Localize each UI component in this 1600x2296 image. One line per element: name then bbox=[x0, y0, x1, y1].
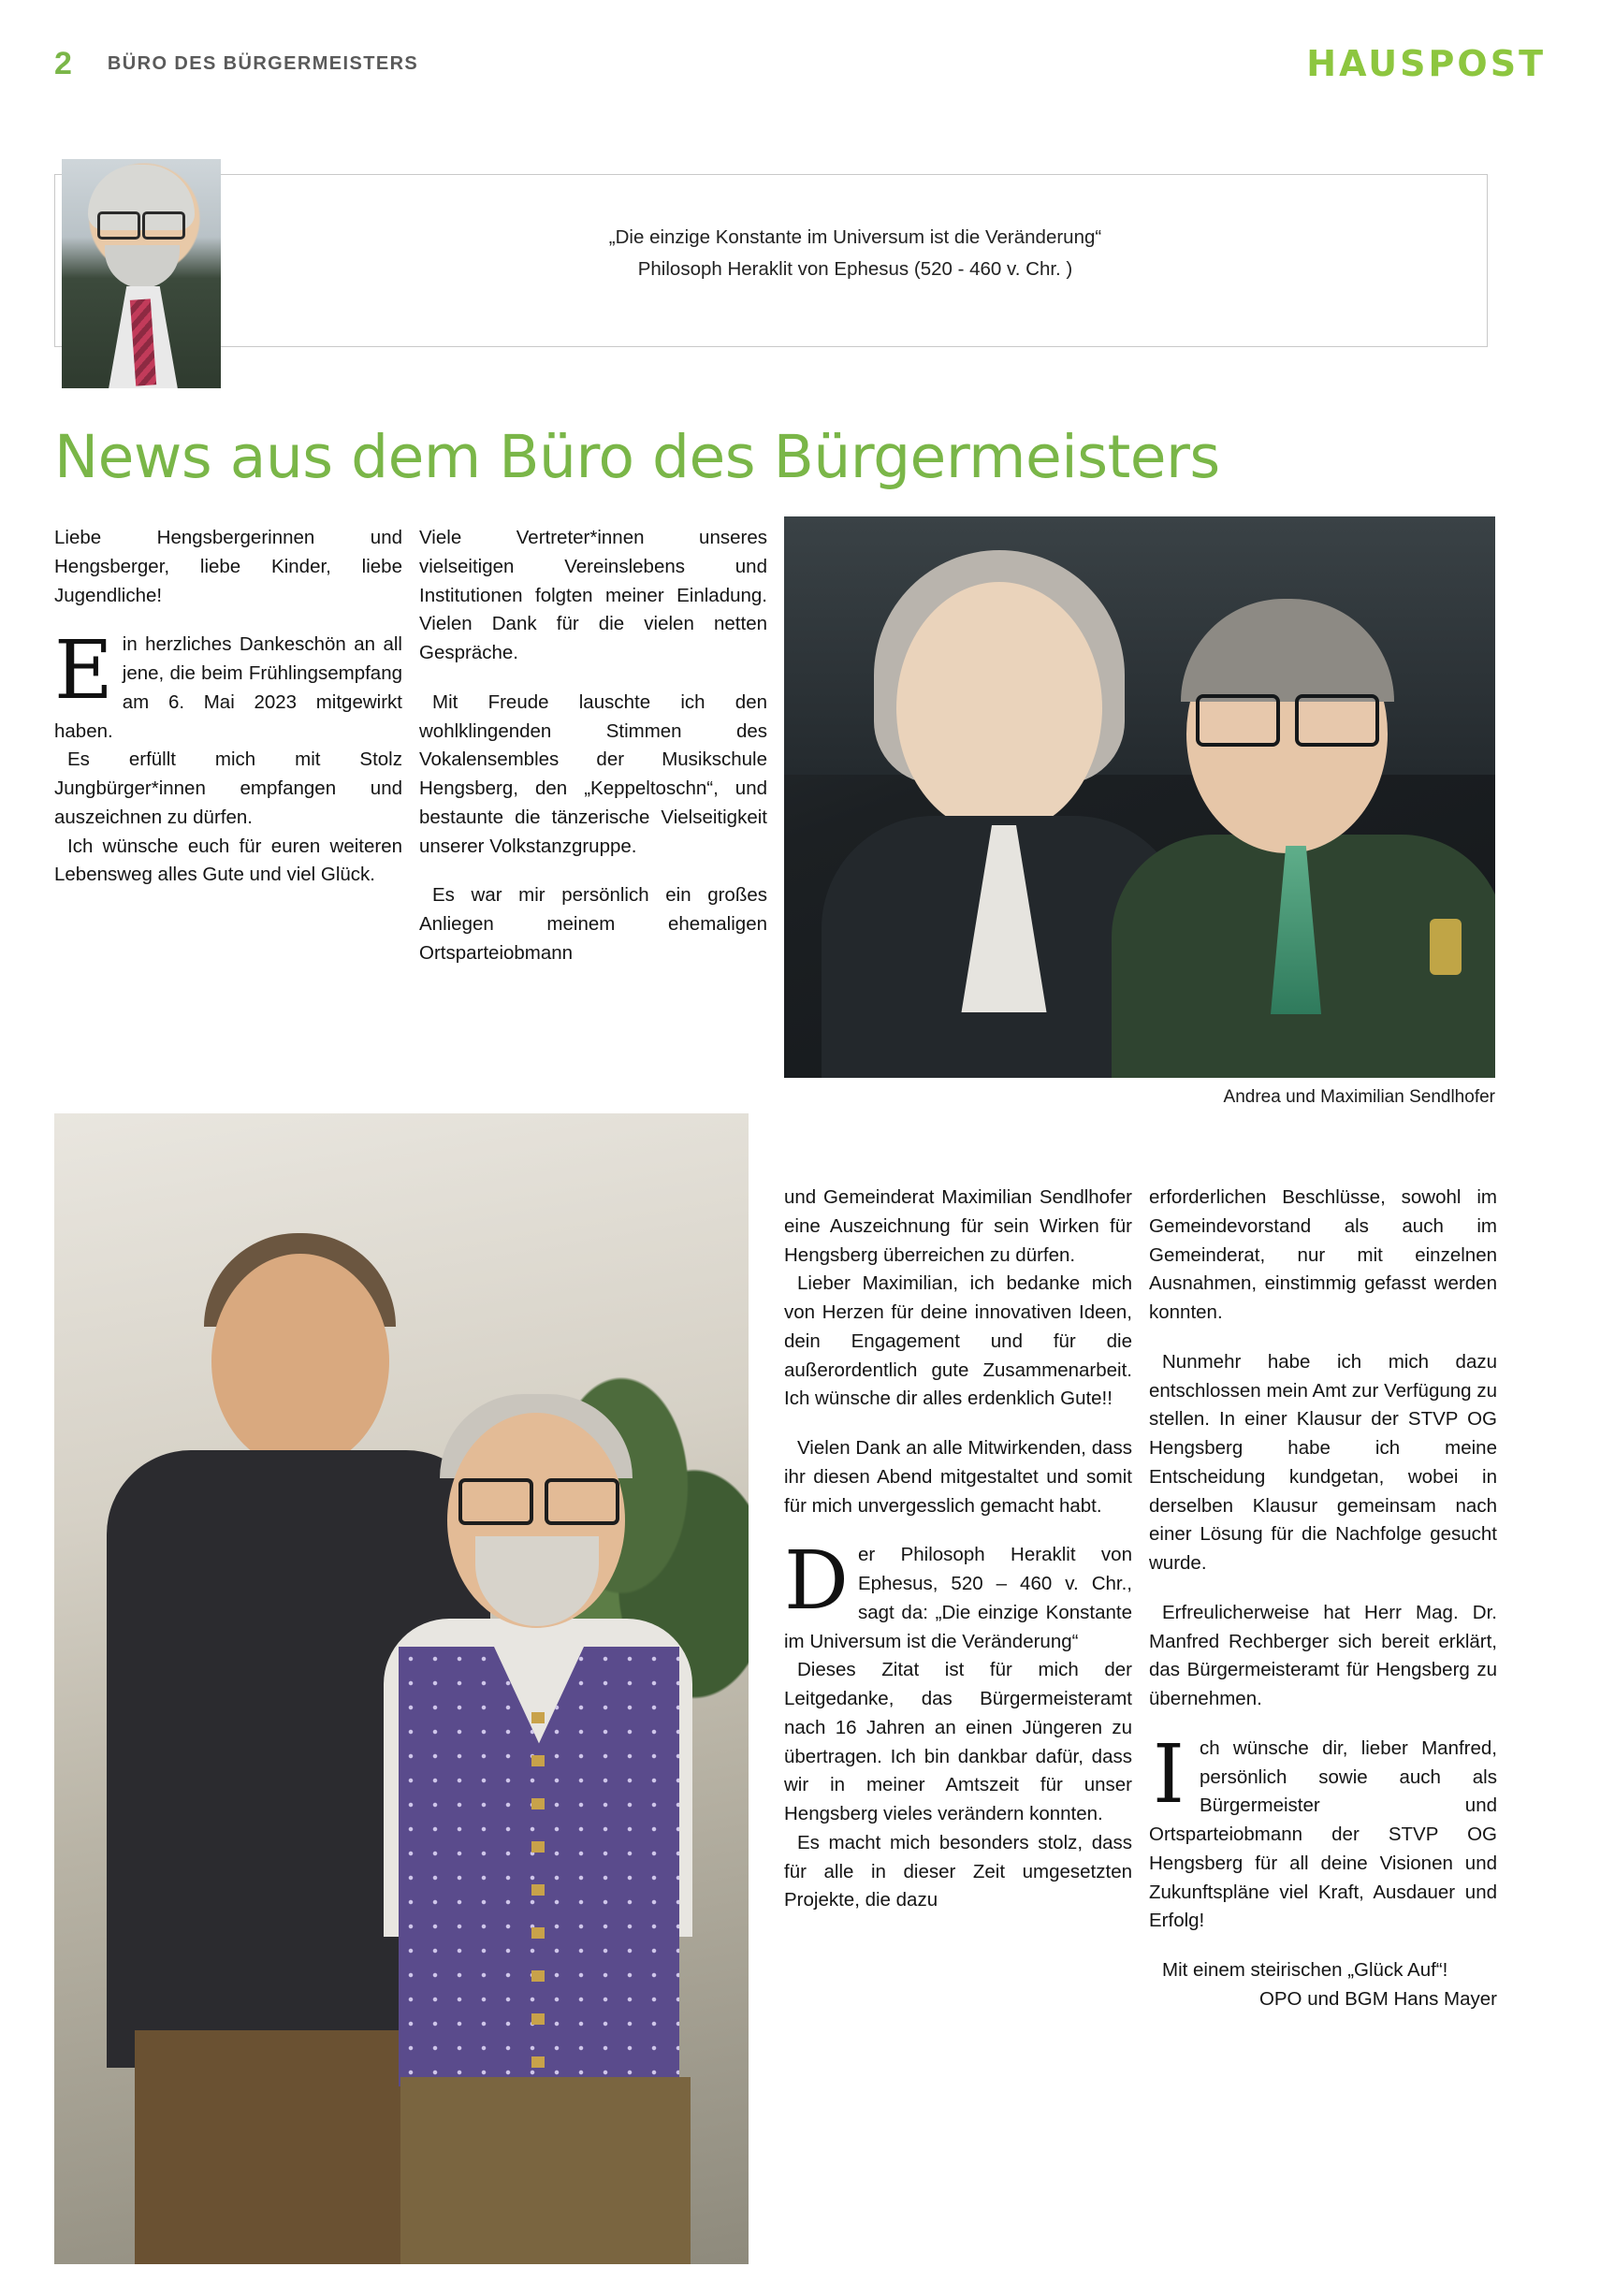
page-title: News aus dem Büro des Bürgermeisters bbox=[54, 423, 1220, 492]
paragraph: Viele Vertreter*innen unseres vielseitigen Vereinslebens und Institutionen folgten meiner Einladung. Vielen Dank für die vielen netten Gespräche. bbox=[419, 527, 767, 663]
dropcap-i: I bbox=[1153, 1727, 1185, 1822]
glasses-icon bbox=[458, 1478, 619, 1519]
award-badge bbox=[1430, 919, 1462, 975]
paragraph: Dieses Zitat ist für mich der Leitgedanke, das Bürgermeisteramt nach 16 Jahren an einen Jüngeren zu übertragen. Ich bin dankbar dafür, dass wir in meiner Amtszeit für unser Hengsberg vieles verändern konnten. bbox=[784, 1659, 1132, 1824]
paragraph-with-dropcap bbox=[54, 624, 402, 746]
page-number: 2 bbox=[54, 46, 72, 81]
glasses-icon bbox=[1196, 694, 1379, 741]
photo-two-men bbox=[54, 1113, 749, 2264]
masthead-logo bbox=[1306, 43, 1546, 84]
woman-face bbox=[896, 582, 1102, 835]
paragraph: erforderlichen Beschlüsse, sowohl im Gemeindevorstand als auch im Gemeinderat, nur mit einzelnen Ausnahmen, einstimmig gefasst werden konnten. bbox=[1149, 1186, 1497, 1323]
masthead-part2: POST bbox=[1428, 43, 1546, 84]
glasses-icon bbox=[95, 211, 187, 236]
paragraph-with-dropcap bbox=[1149, 1727, 1497, 1936]
paragraph-text: in herzliches Dankeschön an all jene, die beim Frühlingsempfang am 6. Mai 2023 mitgewirkt haben. bbox=[54, 633, 402, 742]
paragraph: Liebe Hengsbergerinnen und Hengsberger, liebe Kinder, liebe Jugendliche! bbox=[54, 527, 402, 606]
section-title: BÜRO DES BÜRGERMEISTERS bbox=[107, 52, 419, 74]
man2-lederhosen bbox=[400, 2077, 691, 2264]
signature: OPO und BGM Hans Mayer bbox=[1258, 1987, 1497, 2010]
paragraph: Nunmehr habe ich mich dazu entschlossen mein Amt zur Verfügung zu stellen. In einer Klausur der STVP OG Hengsberg habe ich meine Entscheidung kundgetan, wobei in derselben Klausur gemeinsam nach einer Lösung für die Nachfolge gesucht wurde. bbox=[1149, 1350, 1497, 1574]
article-column-4 bbox=[1149, 1184, 1497, 2014]
paragraph-with-dropcap bbox=[784, 1534, 1132, 1656]
quote-line-2: Philosoph Heraklit von Ephesus (520 - 460 v. Chr. ) bbox=[637, 257, 1073, 280]
paragraph-text: er Philosoph Heraklit von Ephesus, 520 – 460 v. Chr., sagt da: „Die einzige Konstante im Universum ist die Veränderung“ bbox=[784, 1544, 1132, 1652]
article-column-3 bbox=[784, 1184, 1132, 1915]
quote-box bbox=[54, 174, 1488, 347]
quote-text bbox=[364, 222, 1346, 285]
photo-caption: Andrea und Maximilian Sendlhofer bbox=[1223, 1087, 1495, 1107]
photo-couple bbox=[784, 516, 1495, 1078]
man1-face bbox=[211, 1254, 389, 1469]
dropcap-d: D bbox=[784, 1534, 849, 1629]
paragraph: Es erfüllt mich mit Stolz Jungbürger*innen empfangen und auszeichnen zu dürfen. bbox=[54, 748, 402, 828]
article-column-2 bbox=[419, 524, 767, 968]
paragraph: und Gemeinderat Maximilian Sendlhofer eine Auszeichnung für sein Wirken für Hengsberg überreichen zu dürfen. bbox=[784, 1186, 1132, 1266]
paragraph: Es macht mich besonders stolz, dass für alle in dieser Zeit umgesetzten Projekte, die dazu bbox=[784, 1831, 1132, 1911]
quote-line-1: „Die einzige Konstante im Universum ist die Veränderung“ bbox=[608, 226, 1102, 248]
paragraph: Erfreulicherweise hat Herr Mag. Dr. Manfred Rechberger sich bereit erklärt, das Bürgermeisteramt für Hengsberg zu übernehmen. bbox=[1149, 1601, 1497, 1709]
paragraph: Vielen Dank an alle Mitwirkenden, dass ihr diesen Abend mitgestaltet und somit für mich unvergesslich gemacht habt. bbox=[784, 1437, 1132, 1517]
paragraph-text: ch wünsche dir, lieber Manfred, persönlich sowie auch als Bürgermeister und Ortsparteiobmann der STVP OG Hengsberg für all deine Visionen und Zukunftspläne viel Kraft, Ausdauer und Erfolg! bbox=[1149, 1737, 1497, 1932]
mayor-portrait-photo bbox=[62, 159, 221, 388]
dropcap-e: E bbox=[54, 624, 113, 719]
man2-buttons bbox=[531, 1712, 545, 2086]
paragraph: Lieber Maximilian, ich bedanke mich von Herzen für deine innovativen Ideen, dein Engagement und für die außerordentlich gute Zusammenarbeit. Ich wünsche dir alles erdenklich Gute!! bbox=[784, 1272, 1132, 1410]
paragraph: Ich wünsche euch für euren weiteren Lebensweg alles Gute und viel Glück. bbox=[54, 835, 402, 886]
page-header bbox=[54, 41, 1546, 86]
masthead-part1: HAUS bbox=[1306, 43, 1429, 84]
paragraph: Es war mir persönlich ein großes Anliegen meinem ehemaligen Ortsparteiobmann bbox=[419, 884, 767, 964]
paragraph: Mit einem steirischen „Glück Auf“! bbox=[1162, 1959, 1448, 1981]
article-column-1 bbox=[54, 524, 402, 890]
paragraph: Mit Freude lauschte ich den wohlklingenden Stimmen des Vokalensembles der Musikschule Hengsberg, den „Keppeltoschn“, und bestaunte die tänzerische Vielseitigkeit unserer Volkstanzgruppe. bbox=[419, 690, 767, 857]
